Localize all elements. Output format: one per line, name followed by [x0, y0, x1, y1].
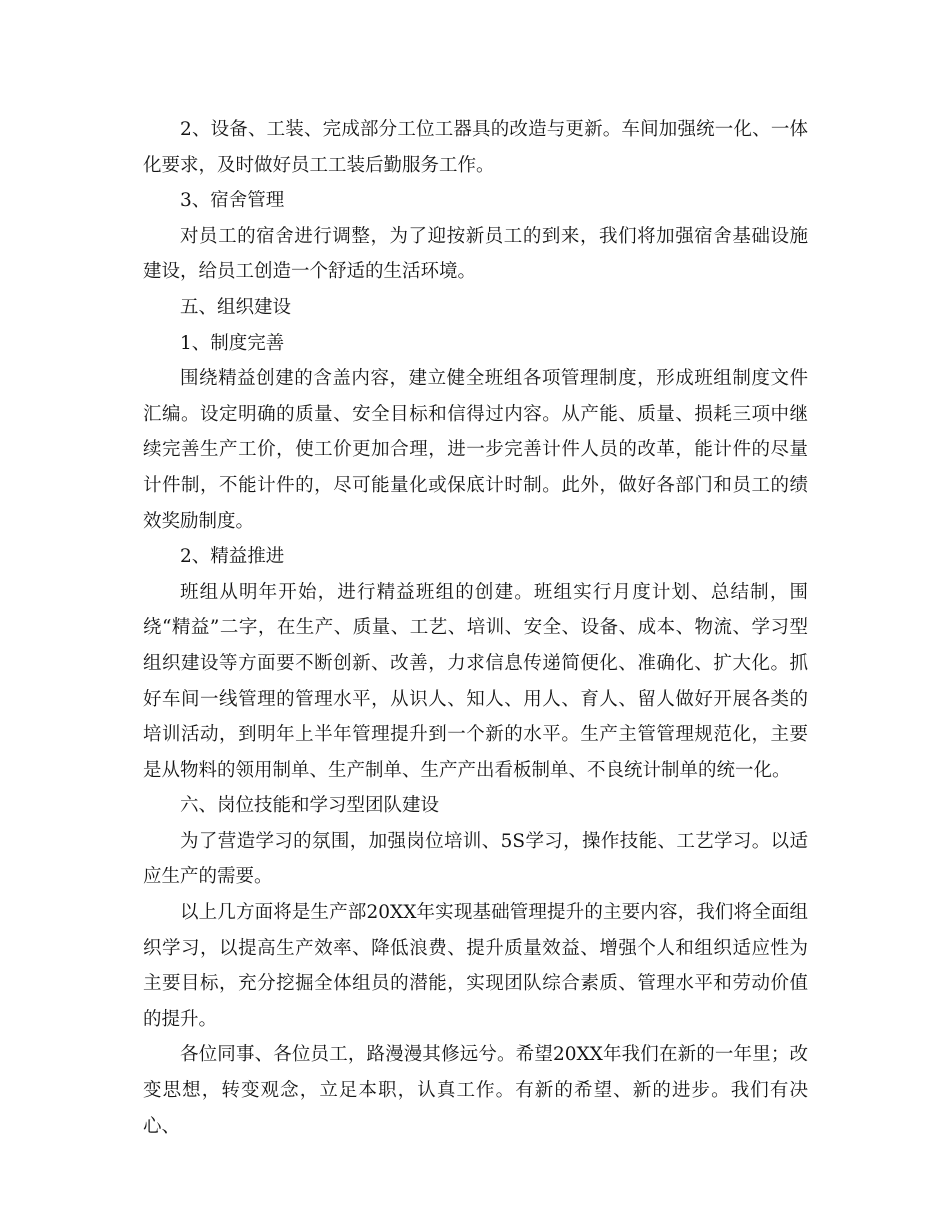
heading-dormitory: 3、宿舍管理	[180, 190, 285, 212]
paragraph-closing: 各位同事、各位员工，路漫漫其修远兮。希望20XX年我们在新的一年里；改变思想，转变观念，立足本职，认真工作。有新的希望、新的进步。我们有决心、	[143, 1044, 808, 1137]
paragraph-equipment: 2、设备、工装、完成部分工位工器具的改造与更新。车间加强统一化、一体化要求，及时做好员工工装后勤服务工作。	[143, 119, 808, 176]
paragraph-lean: 班组从明年开始，进行精益班组的创建。班组实行月度计划、总结制，围绕“精益”二字，在生产、质量、工艺、培训、安全、设备、成本、物流、学习型组织建设等方面要不断创新、改善，力求信息传递简便化、准确化、扩大化。抓好车间一线管理的管理水平，从识人、知人、用人、育人、留人做好开展各类的培训活动，到明年上半年管理提升到一个新的水平。生产主管管理规范化，主要是从物料的领用制单、生产制单、生产产出看板制单、不良统计制单的统一化。	[143, 581, 808, 781]
heading-lean: 2、精益推进	[180, 546, 285, 568]
document-body	[143, 112, 808, 1144]
heading-system: 1、制度完善	[180, 332, 285, 354]
paragraph-dormitory: 对员工的宿舍进行调整，为了迎按新员工的到来，我们将加强宿舍基础设施建设，给员工创造一个舒适的生活环境。	[143, 225, 808, 283]
paragraph-summary: 以上几方面将是生产部20XX年实现基础管理提升的主要内容，我们将全面组织学习，以提高生产效率、降低浪费、提升质量效益、增强个人和组织适应性为主要目标，充分挖掘全体组员的潜能，实现团队综合素质、管理水平和劳动价值的提升。	[143, 902, 808, 1030]
paragraph-skills: 为了营造学习的氛围，加强岗位培训、5S学习，操作技能、工艺学习。以适应生产的需要。	[143, 830, 808, 888]
heading-skills: 六、岗位技能和学习型团队建设	[180, 795, 440, 817]
paragraph-system: 围绕精益创建的含盖内容，建立健全班组各项管理制度，形成班组制度文件汇编。设定明确的质量、安全目标和信得过内容。从产能、质量、损耗三项中继续完善生产工价，使工价更加合理，进一步完善计件人员的改革，能计件的尽量计件制，不能计件的，尽可能量化或保底计时制。此外，做好各部门和员工的绩效奖励制度。	[143, 368, 808, 532]
heading-organization: 五、组织建设	[180, 296, 292, 318]
